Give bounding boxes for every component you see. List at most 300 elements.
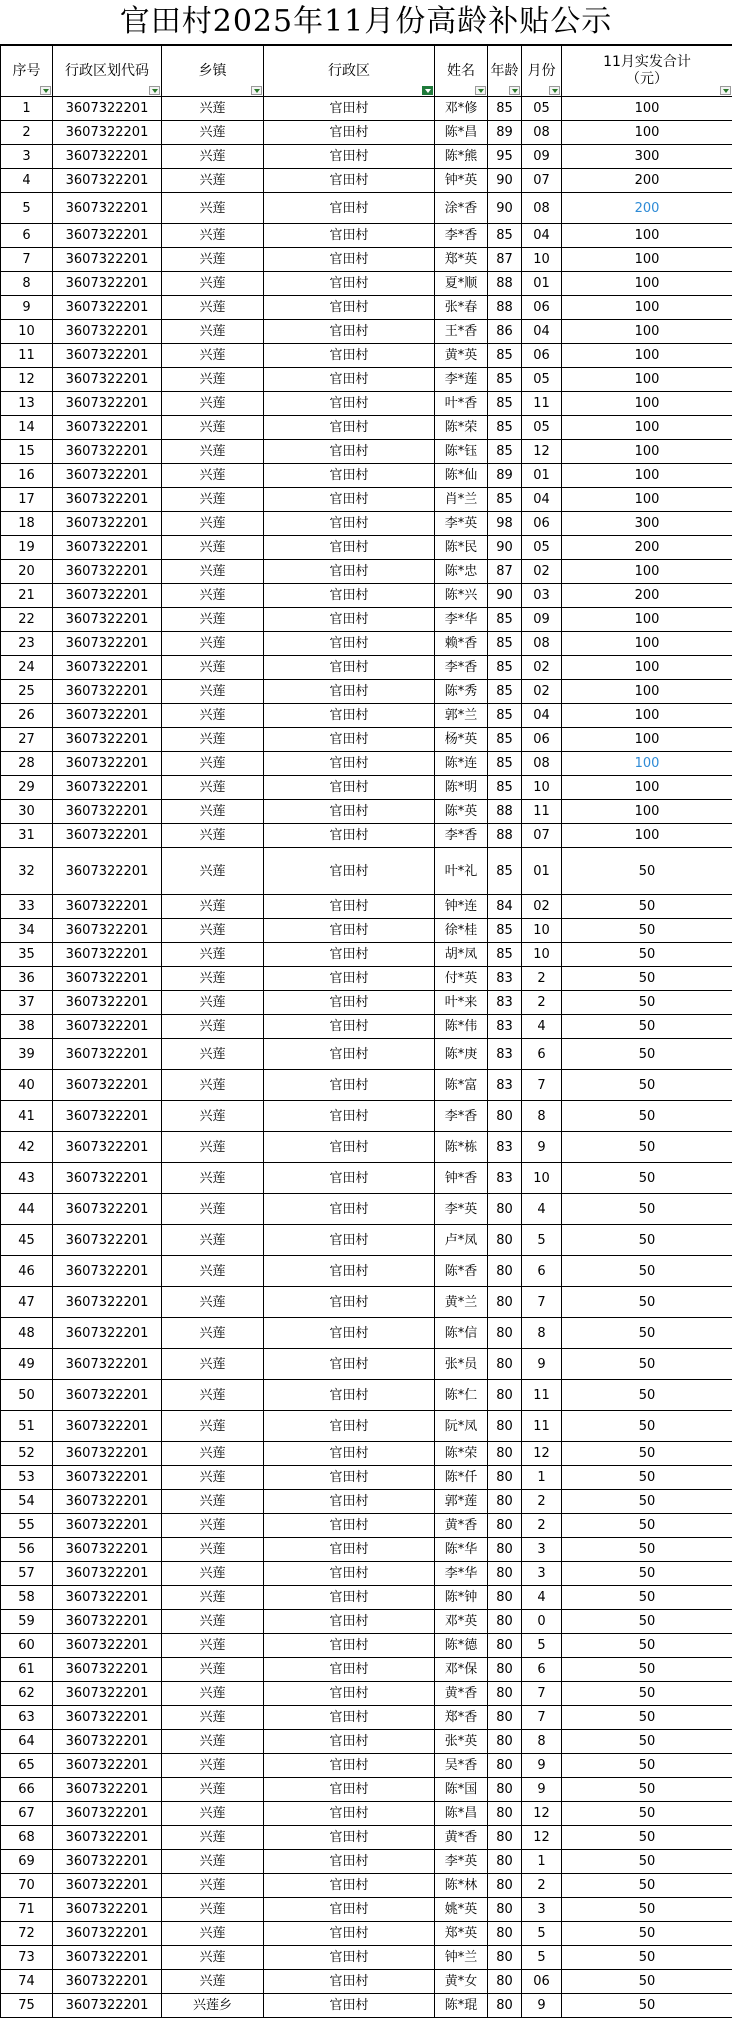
cell-amount[interactable]: 100 xyxy=(562,680,732,704)
cell-name[interactable]: 陈*秀 xyxy=(435,680,488,704)
cell-age[interactable]: 83 xyxy=(488,991,522,1015)
cell-amount[interactable]: 100 xyxy=(562,392,732,416)
cell-amount[interactable]: 50 xyxy=(562,967,732,991)
cell-township[interactable]: 兴莲 xyxy=(162,824,264,848)
cell-seq[interactable]: 22 xyxy=(1,608,53,632)
cell-district[interactable]: 官田村 xyxy=(264,895,435,919)
cell-amount[interactable]: 50 xyxy=(562,848,732,895)
cell-age[interactable]: 88 xyxy=(488,296,522,320)
cell-area-code[interactable]: 3607322201 xyxy=(53,1562,162,1586)
cell-area-code[interactable]: 3607322201 xyxy=(53,1826,162,1850)
cell-district[interactable]: 官田村 xyxy=(264,536,435,560)
cell-amount[interactable]: 50 xyxy=(562,1490,732,1514)
cell-township[interactable]: 兴莲 xyxy=(162,344,264,368)
cell-township[interactable]: 兴莲 xyxy=(162,943,264,967)
cell-age[interactable]: 85 xyxy=(488,752,522,776)
cell-amount[interactable]: 50 xyxy=(562,1070,732,1101)
cell-age[interactable]: 80 xyxy=(488,1442,522,1466)
cell-seq[interactable]: 66 xyxy=(1,1778,53,1802)
cell-area-code[interactable]: 3607322201 xyxy=(53,680,162,704)
cell-seq[interactable]: 9 xyxy=(1,296,53,320)
cell-seq[interactable]: 36 xyxy=(1,967,53,991)
cell-month[interactable]: 01 xyxy=(522,848,562,895)
cell-district[interactable]: 官田村 xyxy=(264,1015,435,1039)
cell-seq[interactable]: 44 xyxy=(1,1194,53,1225)
cell-name[interactable]: 黄*女 xyxy=(435,1970,488,1994)
cell-month[interactable]: 4 xyxy=(522,1015,562,1039)
cell-area-code[interactable]: 3607322201 xyxy=(53,560,162,584)
cell-amount[interactable]: 200 xyxy=(562,536,732,560)
cell-township[interactable]: 兴莲 xyxy=(162,1754,264,1778)
cell-amount[interactable]: 50 xyxy=(562,1922,732,1946)
cell-amount[interactable]: 50 xyxy=(562,1256,732,1287)
cell-month[interactable]: 05 xyxy=(522,368,562,392)
cell-district[interactable]: 官田村 xyxy=(264,1658,435,1682)
cell-month[interactable]: 06 xyxy=(522,344,562,368)
cell-seq[interactable]: 71 xyxy=(1,1898,53,1922)
cell-area-code[interactable]: 3607322201 xyxy=(53,704,162,728)
cell-seq[interactable]: 57 xyxy=(1,1562,53,1586)
cell-area-code[interactable]: 3607322201 xyxy=(53,1850,162,1874)
cell-area-code[interactable]: 3607322201 xyxy=(53,536,162,560)
cell-age[interactable]: 86 xyxy=(488,320,522,344)
cell-name[interactable]: 姚*英 xyxy=(435,1898,488,1922)
cell-district[interactable]: 官田村 xyxy=(264,848,435,895)
cell-district[interactable]: 官田村 xyxy=(264,1610,435,1634)
cell-age[interactable]: 90 xyxy=(488,193,522,224)
cell-area-code[interactable]: 3607322201 xyxy=(53,967,162,991)
cell-seq[interactable]: 50 xyxy=(1,1380,53,1411)
cell-age[interactable]: 80 xyxy=(488,1658,522,1682)
cell-district[interactable]: 官田村 xyxy=(264,560,435,584)
cell-month[interactable]: 04 xyxy=(522,320,562,344)
cell-township[interactable]: 兴莲 xyxy=(162,272,264,296)
cell-township[interactable]: 兴莲 xyxy=(162,656,264,680)
cell-month[interactable]: 9 xyxy=(522,1778,562,1802)
cell-amount[interactable]: 50 xyxy=(562,1015,732,1039)
cell-seq[interactable]: 40 xyxy=(1,1070,53,1101)
cell-month[interactable]: 02 xyxy=(522,895,562,919)
cell-age[interactable]: 80 xyxy=(488,1610,522,1634)
cell-seq[interactable]: 43 xyxy=(1,1163,53,1194)
cell-township[interactable]: 兴莲 xyxy=(162,584,264,608)
cell-age[interactable]: 87 xyxy=(488,248,522,272)
cell-name[interactable]: 邓*保 xyxy=(435,1658,488,1682)
cell-month[interactable]: 1 xyxy=(522,1850,562,1874)
cell-seq[interactable]: 20 xyxy=(1,560,53,584)
cell-area-code[interactable]: 3607322201 xyxy=(53,1802,162,1826)
cell-district[interactable]: 官田村 xyxy=(264,248,435,272)
cell-month[interactable]: 02 xyxy=(522,680,562,704)
cell-amount[interactable]: 100 xyxy=(562,121,732,145)
cell-age[interactable]: 80 xyxy=(488,1318,522,1349)
cell-month[interactable]: 04 xyxy=(522,488,562,512)
cell-area-code[interactable]: 3607322201 xyxy=(53,1514,162,1538)
cell-age[interactable]: 85 xyxy=(488,919,522,943)
cell-seq[interactable]: 10 xyxy=(1,320,53,344)
cell-district[interactable]: 官田村 xyxy=(264,1874,435,1898)
cell-township[interactable]: 兴莲 xyxy=(162,1586,264,1610)
cell-seq[interactable]: 26 xyxy=(1,704,53,728)
cell-district[interactable]: 官田村 xyxy=(264,704,435,728)
cell-seq[interactable]: 72 xyxy=(1,1922,53,1946)
cell-district[interactable]: 官田村 xyxy=(264,1682,435,1706)
cell-month[interactable]: 3 xyxy=(522,1538,562,1562)
cell-amount[interactable]: 100 xyxy=(562,248,732,272)
cell-township[interactable]: 兴莲 xyxy=(162,1706,264,1730)
cell-area-code[interactable]: 3607322201 xyxy=(53,1970,162,1994)
filter-dropdown-icon[interactable] xyxy=(549,86,560,95)
cell-district[interactable]: 官田村 xyxy=(264,1994,435,2018)
cell-month[interactable]: 11 xyxy=(522,392,562,416)
cell-district[interactable]: 官田村 xyxy=(264,464,435,488)
cell-seq[interactable]: 69 xyxy=(1,1850,53,1874)
cell-name[interactable]: 肖*兰 xyxy=(435,488,488,512)
cell-name[interactable]: 陈*明 xyxy=(435,776,488,800)
cell-month[interactable]: 6 xyxy=(522,1658,562,1682)
cell-month[interactable]: 9 xyxy=(522,1349,562,1380)
cell-name[interactable]: 郭*莲 xyxy=(435,1490,488,1514)
cell-name[interactable]: 李*英 xyxy=(435,1194,488,1225)
cell-month[interactable]: 12 xyxy=(522,1826,562,1850)
filter-dropdown-icon[interactable] xyxy=(475,86,486,95)
cell-seq[interactable]: 28 xyxy=(1,752,53,776)
cell-name[interactable]: 陈*昌 xyxy=(435,1802,488,1826)
cell-area-code[interactable]: 3607322201 xyxy=(53,1994,162,2018)
cell-seq[interactable]: 54 xyxy=(1,1490,53,1514)
cell-seq[interactable]: 11 xyxy=(1,344,53,368)
cell-month[interactable]: 7 xyxy=(522,1682,562,1706)
cell-name[interactable]: 黄*香 xyxy=(435,1682,488,1706)
cell-district[interactable]: 官田村 xyxy=(264,1946,435,1970)
cell-area-code[interactable]: 3607322201 xyxy=(53,1922,162,1946)
cell-age[interactable]: 83 xyxy=(488,1015,522,1039)
cell-month[interactable]: 8 xyxy=(522,1730,562,1754)
cell-district[interactable]: 官田村 xyxy=(264,368,435,392)
cell-area-code[interactable]: 3607322201 xyxy=(53,1634,162,1658)
cell-township[interactable]: 兴莲 xyxy=(162,848,264,895)
cell-month[interactable]: 08 xyxy=(522,121,562,145)
cell-name[interactable]: 张*春 xyxy=(435,296,488,320)
cell-month[interactable]: 12 xyxy=(522,440,562,464)
cell-name[interactable]: 郭*兰 xyxy=(435,704,488,728)
cell-age[interactable]: 85 xyxy=(488,488,522,512)
cell-district[interactable]: 官田村 xyxy=(264,1514,435,1538)
cell-district[interactable]: 官田村 xyxy=(264,344,435,368)
cell-area-code[interactable]: 3607322201 xyxy=(53,824,162,848)
cell-name[interactable]: 王*香 xyxy=(435,320,488,344)
cell-seq[interactable]: 58 xyxy=(1,1586,53,1610)
cell-month[interactable]: 9 xyxy=(522,1994,562,2018)
cell-seq[interactable]: 34 xyxy=(1,919,53,943)
cell-area-code[interactable]: 3607322201 xyxy=(53,848,162,895)
cell-area-code[interactable]: 3607322201 xyxy=(53,296,162,320)
cell-month[interactable]: 10 xyxy=(522,919,562,943)
cell-district[interactable]: 官田村 xyxy=(264,943,435,967)
cell-seq[interactable]: 55 xyxy=(1,1514,53,1538)
cell-area-code[interactable]: 3607322201 xyxy=(53,1163,162,1194)
cell-amount[interactable]: 100 xyxy=(562,800,732,824)
cell-amount[interactable]: 50 xyxy=(562,1538,732,1562)
cell-township[interactable]: 兴莲 xyxy=(162,1634,264,1658)
cell-name[interactable]: 陈*昌 xyxy=(435,121,488,145)
cell-name[interactable]: 陈*忠 xyxy=(435,560,488,584)
cell-district[interactable]: 官田村 xyxy=(264,608,435,632)
cell-name[interactable]: 陈*连 xyxy=(435,752,488,776)
cell-month[interactable]: 02 xyxy=(522,656,562,680)
cell-name[interactable]: 郑*英 xyxy=(435,1922,488,1946)
cell-seq[interactable]: 47 xyxy=(1,1287,53,1318)
cell-seq[interactable]: 49 xyxy=(1,1349,53,1380)
cell-amount[interactable]: 200 xyxy=(562,584,732,608)
cell-seq[interactable]: 51 xyxy=(1,1411,53,1442)
cell-area-code[interactable]: 3607322201 xyxy=(53,1874,162,1898)
cell-district[interactable]: 官田村 xyxy=(264,1754,435,1778)
cell-amount[interactable]: 100 xyxy=(562,368,732,392)
cell-month[interactable]: 8 xyxy=(522,1318,562,1349)
cell-area-code[interactable]: 3607322201 xyxy=(53,97,162,121)
cell-age[interactable]: 85 xyxy=(488,632,522,656)
cell-month[interactable]: 09 xyxy=(522,608,562,632)
cell-age[interactable]: 80 xyxy=(488,1754,522,1778)
cell-age[interactable]: 85 xyxy=(488,728,522,752)
cell-area-code[interactable]: 3607322201 xyxy=(53,1778,162,1802)
cell-age[interactable]: 80 xyxy=(488,1850,522,1874)
cell-township[interactable]: 兴莲 xyxy=(162,1946,264,1970)
cell-amount[interactable]: 100 xyxy=(562,416,732,440)
cell-age[interactable]: 80 xyxy=(488,1490,522,1514)
cell-township[interactable]: 兴莲 xyxy=(162,1802,264,1826)
cell-area-code[interactable]: 3607322201 xyxy=(53,991,162,1015)
cell-township[interactable]: 兴莲 xyxy=(162,1442,264,1466)
cell-month[interactable]: 10 xyxy=(522,943,562,967)
cell-name[interactable]: 陈*栋 xyxy=(435,1132,488,1163)
cell-district[interactable]: 官田村 xyxy=(264,1826,435,1850)
cell-seq[interactable]: 25 xyxy=(1,680,53,704)
cell-name[interactable]: 陈*林 xyxy=(435,1874,488,1898)
cell-name[interactable]: 李*香 xyxy=(435,824,488,848)
cell-name[interactable]: 李*英 xyxy=(435,1850,488,1874)
cell-amount[interactable]: 200 xyxy=(562,169,732,193)
cell-month[interactable]: 07 xyxy=(522,824,562,848)
cell-district[interactable]: 官田村 xyxy=(264,1256,435,1287)
cell-area-code[interactable]: 3607322201 xyxy=(53,1225,162,1256)
cell-amount[interactable]: 300 xyxy=(562,145,732,169)
cell-age[interactable]: 98 xyxy=(488,512,522,536)
cell-amount[interactable]: 50 xyxy=(562,1898,732,1922)
cell-amount[interactable]: 50 xyxy=(562,1754,732,1778)
cell-age[interactable]: 85 xyxy=(488,344,522,368)
cell-area-code[interactable]: 3607322201 xyxy=(53,608,162,632)
cell-seq[interactable]: 42 xyxy=(1,1132,53,1163)
cell-name[interactable]: 杨*英 xyxy=(435,728,488,752)
cell-name[interactable]: 张*英 xyxy=(435,1730,488,1754)
cell-seq[interactable]: 27 xyxy=(1,728,53,752)
cell-month[interactable]: 12 xyxy=(522,1442,562,1466)
cell-township[interactable]: 兴莲 xyxy=(162,1850,264,1874)
cell-name[interactable]: 钟*英 xyxy=(435,169,488,193)
cell-seq[interactable]: 24 xyxy=(1,656,53,680)
cell-area-code[interactable]: 3607322201 xyxy=(53,1898,162,1922)
cell-township[interactable]: 兴莲 xyxy=(162,1562,264,1586)
cell-age[interactable]: 85 xyxy=(488,608,522,632)
cell-name[interactable]: 黄*香 xyxy=(435,1514,488,1538)
cell-township[interactable]: 兴莲 xyxy=(162,1349,264,1380)
cell-name[interactable]: 李*华 xyxy=(435,1562,488,1586)
cell-amount[interactable]: 100 xyxy=(562,488,732,512)
cell-seq[interactable]: 30 xyxy=(1,800,53,824)
cell-seq[interactable]: 3 xyxy=(1,145,53,169)
cell-seq[interactable]: 8 xyxy=(1,272,53,296)
cell-township[interactable]: 兴莲 xyxy=(162,680,264,704)
cell-name[interactable]: 陈*信 xyxy=(435,1318,488,1349)
cell-township[interactable]: 兴莲 xyxy=(162,1730,264,1754)
cell-amount[interactable]: 50 xyxy=(562,919,732,943)
cell-district[interactable]: 官田村 xyxy=(264,1466,435,1490)
filter-dropdown-icon[interactable] xyxy=(720,86,731,95)
cell-township[interactable]: 兴莲 xyxy=(162,145,264,169)
cell-name[interactable]: 陈*熊 xyxy=(435,145,488,169)
cell-age[interactable]: 80 xyxy=(488,1380,522,1411)
cell-seq[interactable]: 64 xyxy=(1,1730,53,1754)
cell-district[interactable]: 官田村 xyxy=(264,193,435,224)
cell-district[interactable]: 官田村 xyxy=(264,1850,435,1874)
cell-township[interactable]: 兴莲 xyxy=(162,704,264,728)
cell-amount[interactable]: 100 xyxy=(562,728,732,752)
cell-amount[interactable]: 100 xyxy=(562,272,732,296)
cell-month[interactable]: 6 xyxy=(522,1039,562,1070)
cell-age[interactable]: 80 xyxy=(488,1349,522,1380)
cell-township[interactable]: 兴莲 xyxy=(162,536,264,560)
cell-age[interactable]: 83 xyxy=(488,967,522,991)
cell-amount[interactable]: 300 xyxy=(562,512,732,536)
cell-age[interactable]: 80 xyxy=(488,1287,522,1318)
cell-district[interactable]: 官田村 xyxy=(264,416,435,440)
cell-area-code[interactable]: 3607322201 xyxy=(53,1682,162,1706)
cell-name[interactable]: 钟*兰 xyxy=(435,1946,488,1970)
filter-dropdown-icon[interactable] xyxy=(149,86,160,95)
cell-seq[interactable]: 65 xyxy=(1,1754,53,1778)
cell-township[interactable]: 兴莲 xyxy=(162,1287,264,1318)
cell-amount[interactable]: 50 xyxy=(562,1411,732,1442)
cell-amount[interactable]: 50 xyxy=(562,1349,732,1380)
cell-township[interactable]: 兴莲 xyxy=(162,728,264,752)
cell-age[interactable]: 83 xyxy=(488,1039,522,1070)
cell-township[interactable]: 兴莲 xyxy=(162,800,264,824)
cell-area-code[interactable]: 3607322201 xyxy=(53,488,162,512)
cell-month[interactable]: 06 xyxy=(522,296,562,320)
cell-month[interactable]: 2 xyxy=(522,1490,562,1514)
cell-age[interactable]: 84 xyxy=(488,895,522,919)
cell-amount[interactable]: 50 xyxy=(562,1706,732,1730)
cell-month[interactable]: 11 xyxy=(522,800,562,824)
cell-age[interactable]: 80 xyxy=(488,1994,522,2018)
cell-district[interactable]: 官田村 xyxy=(264,1101,435,1132)
cell-area-code[interactable]: 3607322201 xyxy=(53,1287,162,1318)
cell-name[interactable]: 叶*香 xyxy=(435,392,488,416)
cell-name[interactable]: 付*英 xyxy=(435,967,488,991)
cell-month[interactable]: 5 xyxy=(522,1922,562,1946)
cell-age[interactable]: 85 xyxy=(488,680,522,704)
cell-township[interactable]: 兴莲 xyxy=(162,416,264,440)
cell-amount[interactable]: 50 xyxy=(562,1442,732,1466)
cell-name[interactable]: 李*莲 xyxy=(435,368,488,392)
cell-age[interactable]: 80 xyxy=(488,1970,522,1994)
cell-district[interactable]: 官田村 xyxy=(264,121,435,145)
cell-seq[interactable]: 4 xyxy=(1,169,53,193)
cell-name[interactable]: 陈*荣 xyxy=(435,1442,488,1466)
cell-amount[interactable]: 100 xyxy=(562,440,732,464)
cell-age[interactable]: 80 xyxy=(488,1778,522,1802)
cell-township[interactable]: 兴莲 xyxy=(162,1070,264,1101)
cell-age[interactable]: 85 xyxy=(488,848,522,895)
cell-age[interactable]: 80 xyxy=(488,1514,522,1538)
cell-seq[interactable]: 70 xyxy=(1,1874,53,1898)
cell-district[interactable]: 官田村 xyxy=(264,1132,435,1163)
cell-district[interactable]: 官田村 xyxy=(264,1349,435,1380)
cell-district[interactable]: 官田村 xyxy=(264,752,435,776)
cell-district[interactable]: 官田村 xyxy=(264,169,435,193)
cell-township[interactable]: 兴莲 xyxy=(162,1132,264,1163)
cell-amount[interactable]: 50 xyxy=(562,1802,732,1826)
cell-area-code[interactable]: 3607322201 xyxy=(53,1730,162,1754)
cell-district[interactable]: 官田村 xyxy=(264,296,435,320)
cell-month[interactable]: 6 xyxy=(522,1256,562,1287)
cell-area-code[interactable]: 3607322201 xyxy=(53,776,162,800)
cell-age[interactable]: 80 xyxy=(488,1466,522,1490)
cell-month[interactable]: 01 xyxy=(522,464,562,488)
cell-district[interactable]: 官田村 xyxy=(264,632,435,656)
cell-district[interactable]: 官田村 xyxy=(264,776,435,800)
cell-amount[interactable]: 50 xyxy=(562,1994,732,2018)
cell-township[interactable]: 兴莲 xyxy=(162,1826,264,1850)
cell-month[interactable]: 04 xyxy=(522,224,562,248)
cell-age[interactable]: 80 xyxy=(488,1826,522,1850)
cell-month[interactable]: 10 xyxy=(522,1163,562,1194)
cell-district[interactable]: 官田村 xyxy=(264,967,435,991)
cell-township[interactable]: 兴莲 xyxy=(162,248,264,272)
cell-name[interactable]: 陈*钟 xyxy=(435,1586,488,1610)
cell-age[interactable]: 88 xyxy=(488,800,522,824)
cell-township[interactable]: 兴莲 xyxy=(162,1922,264,1946)
cell-area-code[interactable]: 3607322201 xyxy=(53,169,162,193)
cell-seq[interactable]: 45 xyxy=(1,1225,53,1256)
cell-seq[interactable]: 60 xyxy=(1,1634,53,1658)
cell-name[interactable]: 李*香 xyxy=(435,224,488,248)
cell-name[interactable]: 陈*香 xyxy=(435,1256,488,1287)
cell-area-code[interactable]: 3607322201 xyxy=(53,224,162,248)
cell-name[interactable]: 陈*仙 xyxy=(435,464,488,488)
cell-name[interactable]: 陈*兴 xyxy=(435,584,488,608)
cell-township[interactable]: 兴莲 xyxy=(162,169,264,193)
cell-district[interactable]: 官田村 xyxy=(264,728,435,752)
cell-district[interactable]: 官田村 xyxy=(264,1411,435,1442)
cell-area-code[interactable]: 3607322201 xyxy=(53,344,162,368)
cell-name[interactable]: 陈*富 xyxy=(435,1070,488,1101)
cell-amount[interactable]: 100 xyxy=(562,704,732,728)
cell-age[interactable]: 85 xyxy=(488,368,522,392)
cell-amount[interactable]: 50 xyxy=(562,1682,732,1706)
cell-amount[interactable]: 50 xyxy=(562,1225,732,1256)
cell-area-code[interactable]: 3607322201 xyxy=(53,121,162,145)
cell-township[interactable]: 兴莲 xyxy=(162,1514,264,1538)
cell-age[interactable]: 80 xyxy=(488,1898,522,1922)
cell-township[interactable]: 兴莲 xyxy=(162,512,264,536)
cell-age[interactable]: 80 xyxy=(488,1194,522,1225)
cell-name[interactable]: 卢*凤 xyxy=(435,1225,488,1256)
cell-name[interactable]: 涂*香 xyxy=(435,193,488,224)
cell-age[interactable]: 85 xyxy=(488,776,522,800)
